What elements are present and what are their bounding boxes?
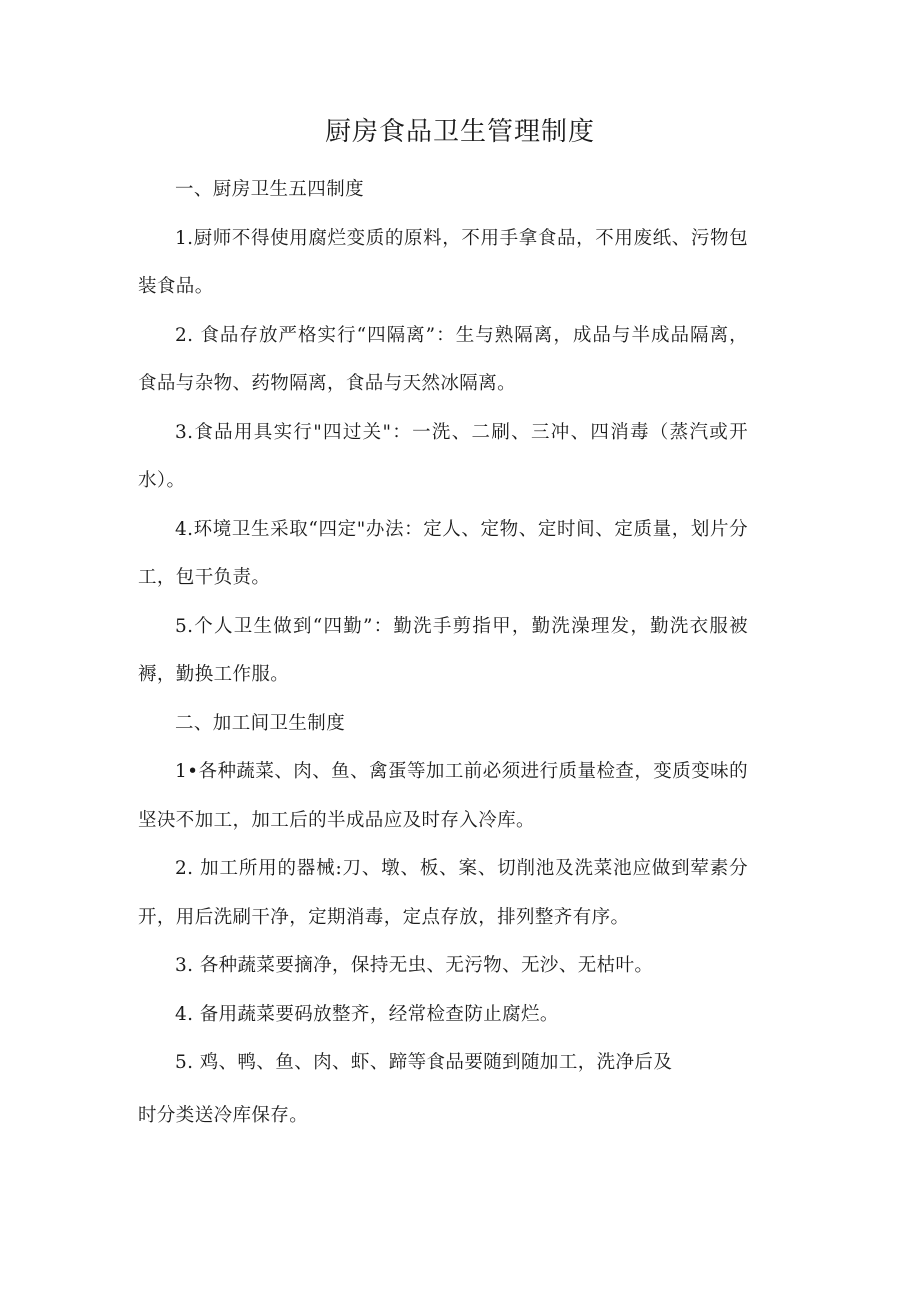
processing-rule-5-line-1: 5. 鸡、鸭、鱼、肉、虾、蹄等食品要随到随加工，洗净后及	[175, 1052, 673, 1073]
document-title: 厨房食品卫生管理制度	[324, 117, 595, 147]
document-body	[138, 166, 748, 1140]
processing-rule-2: 2. 加工所用的器械:刀、墩、板、案、切削池及洗菜池应做到荤素分开，用后洗刷干净，定期消毒，定点存放，排列整齐有序。	[138, 858, 748, 928]
kitchen-rule-3: 3.食品用具实行"四过关"：一洗、二刷、三冲、四消毒（蒸汽或开水）。	[138, 421, 748, 491]
processing-rule-1: 1•各种蔬菜、肉、鱼、禽蛋等加工前必须进行质量检查，变质变味的坚决不加工，加工后的半成品应及时存入冷库。	[138, 761, 748, 831]
processing-rule-3: 3. 各种蔬菜要摘净，保持无虫、无污物、无沙、无枯叶。	[175, 955, 654, 976]
kitchen-rule-5: 5.个人卫生做到“四勤”：勤洗手剪指甲，勤洗澡理发，勤洗衣服被褥，勤换工作服。	[138, 615, 748, 685]
processing-rule-5-line-2: 时分类送冷库保存。	[138, 1104, 309, 1126]
processing-rule-5	[138, 1039, 748, 1140]
kitchen-rule-1: 1.厨师不得使用腐烂变质的原料，不用手拿食品，不用废纸、污物包装食品。	[138, 227, 748, 297]
section-heading-processing: 二、加工间卫生制度	[175, 712, 346, 734]
kitchen-rule-2: 2. 食品存放严格实行“四隔离”：生与熟隔离，成品与半成品隔离，食品与杂物、药物隔离，食品与天然冰隔离。	[138, 324, 748, 394]
kitchen-rule-4: 4.环境卫生采取“四定"办法：定人、定物、定时间、定质量，划片分工，包干负责。	[138, 518, 748, 588]
section-heading-kitchen: 一、厨房卫生五四制度	[175, 179, 365, 200]
processing-rule-4: 4. 备用蔬菜要码放整齐，经常检查防止腐烂。	[175, 1003, 559, 1025]
